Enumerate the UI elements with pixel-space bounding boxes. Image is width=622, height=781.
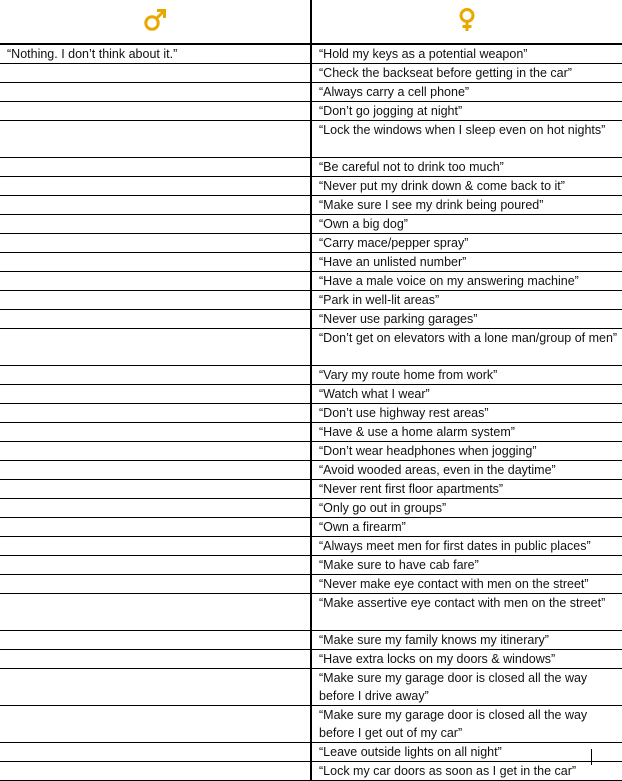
table-row xyxy=(0,575,622,594)
male-response-cell xyxy=(0,253,311,272)
male-response-cell xyxy=(0,102,311,121)
female-response-cell: “Always carry a cell phone” xyxy=(311,83,622,102)
male-response-cell xyxy=(0,177,311,196)
female-response-cell: “Never put my drink down & come back to it” xyxy=(311,177,622,196)
female-response-cell: “Never rent first floor apartments” xyxy=(311,480,622,499)
male-response-cell xyxy=(0,575,311,594)
female-column-header xyxy=(311,0,622,44)
female-response-cell: “Leave outside lights on all night” xyxy=(311,743,622,762)
female-response-cell: “Check the backseat before getting in the car” xyxy=(311,64,622,83)
female-response-cell: “Own a big dog” xyxy=(311,215,622,234)
male-response-cell xyxy=(0,594,311,631)
female-response-cell: “Make sure to have cab fare” xyxy=(311,556,622,575)
male-response-cell xyxy=(0,196,311,215)
table-row xyxy=(0,743,622,762)
table-row xyxy=(0,499,622,518)
male-response-cell xyxy=(0,291,311,310)
table-row xyxy=(0,518,622,537)
female-response-cell: “Be careful not to drink too much” xyxy=(311,158,622,177)
female-response-cell: “Don’t go jogging at night” xyxy=(311,102,622,121)
female-response-cell: “Vary my route home from work” xyxy=(311,366,622,385)
male-response-cell xyxy=(0,158,311,177)
female-response-cell: “Never use parking garages” xyxy=(311,310,622,329)
table-row xyxy=(0,272,622,291)
female-response-cell: “Lock my car doors as soon as I get in the car” xyxy=(311,762,622,781)
table-row xyxy=(0,385,622,404)
table-row xyxy=(0,215,622,234)
male-response-cell xyxy=(0,743,311,762)
female-response-cell: “Hold my keys as a potential weapon” xyxy=(311,44,622,64)
male-response-cell: “Nothing. I don’t think about it.” xyxy=(0,44,311,64)
male-response-cell xyxy=(0,310,311,329)
table-row xyxy=(0,196,622,215)
male-response-cell xyxy=(0,442,311,461)
male-response-cell xyxy=(0,631,311,650)
male-symbol-icon xyxy=(142,7,168,33)
female-response-cell: “Lock the windows when I sleep even on hot nights” xyxy=(311,121,622,158)
male-response-cell xyxy=(0,762,311,781)
female-response-cell: “Make sure my family knows my itinerary” xyxy=(311,631,622,650)
female-response-cell: “Never make eye contact with men on the street” xyxy=(311,575,622,594)
female-response-cell: “Park in well-lit areas” xyxy=(311,291,622,310)
female-response-cell: “Always meet men for first dates in public places” xyxy=(311,537,622,556)
table-row xyxy=(0,404,622,423)
female-response-cell: “Have extra locks on my doors & windows” xyxy=(311,650,622,669)
female-response-cell: “Have an unlisted number” xyxy=(311,253,622,272)
male-response-cell xyxy=(0,537,311,556)
female-response-cell: “Own a firearm” xyxy=(311,518,622,537)
female-response-cell: “Watch what I wear” xyxy=(311,385,622,404)
female-symbol-icon xyxy=(454,7,480,33)
male-response-cell xyxy=(0,499,311,518)
male-response-cell xyxy=(0,518,311,537)
male-response-cell xyxy=(0,669,311,706)
male-response-cell xyxy=(0,423,311,442)
female-response-cell: “Make sure I see my drink being poured” xyxy=(311,196,622,215)
table-row xyxy=(0,669,622,706)
table-row xyxy=(0,461,622,480)
table-body xyxy=(0,44,622,781)
table-row xyxy=(0,762,622,781)
male-response-cell xyxy=(0,234,311,253)
table-row xyxy=(0,177,622,196)
female-response-cell: “Carry mace/pepper spray” xyxy=(311,234,622,253)
table-row xyxy=(0,650,622,669)
table-row xyxy=(0,556,622,575)
table-row xyxy=(0,291,622,310)
table-row xyxy=(0,102,622,121)
female-response-cell: “Don’t get on elevators with a lone man/group of men” xyxy=(311,329,622,366)
table-row xyxy=(0,480,622,499)
table-row xyxy=(0,158,622,177)
male-response-cell xyxy=(0,64,311,83)
male-response-cell xyxy=(0,272,311,291)
table-row xyxy=(0,234,622,253)
female-response-cell: “Make assertive eye contact with men on the street” xyxy=(311,594,622,631)
male-response-cell xyxy=(0,385,311,404)
female-response-cell: “Have a male voice on my answering machine” xyxy=(311,272,622,291)
table-row xyxy=(0,631,622,650)
table-row xyxy=(0,310,622,329)
table-row xyxy=(0,423,622,442)
table-row xyxy=(0,44,622,64)
table-row xyxy=(0,329,622,366)
female-response-cell: “Make sure my garage door is closed all the way before I drive away” xyxy=(311,669,622,706)
male-response-cell xyxy=(0,121,311,158)
male-response-cell xyxy=(0,404,311,423)
male-response-cell xyxy=(0,461,311,480)
male-response-cell xyxy=(0,556,311,575)
female-response-cell: “Have & use a home alarm system” xyxy=(311,423,622,442)
male-response-cell xyxy=(0,215,311,234)
table-row xyxy=(0,442,622,461)
female-response-cell: “Avoid wooded areas, even in the daytime” xyxy=(311,461,622,480)
table-row xyxy=(0,594,622,631)
female-response-cell: “Don’t use highway rest areas” xyxy=(311,404,622,423)
table-row xyxy=(0,64,622,83)
male-response-cell xyxy=(0,83,311,102)
table-row xyxy=(0,537,622,556)
table-row xyxy=(0,121,622,158)
female-response-cell: “Only go out in groups” xyxy=(311,499,622,518)
table-row xyxy=(0,366,622,385)
table-row xyxy=(0,706,622,743)
male-response-cell xyxy=(0,480,311,499)
table-row xyxy=(0,253,622,272)
female-response-cell: “Make sure my garage door is closed all the way before I get out of my car” xyxy=(311,706,622,743)
male-response-cell xyxy=(0,650,311,669)
female-response-cell: “Don’t wear headphones when jogging” xyxy=(311,442,622,461)
male-response-cell xyxy=(0,329,311,366)
table-row xyxy=(0,83,622,102)
header-row xyxy=(0,0,622,44)
male-response-cell xyxy=(0,366,311,385)
male-response-cell xyxy=(0,706,311,743)
male-column-header xyxy=(0,0,311,44)
text-cursor xyxy=(591,749,592,765)
